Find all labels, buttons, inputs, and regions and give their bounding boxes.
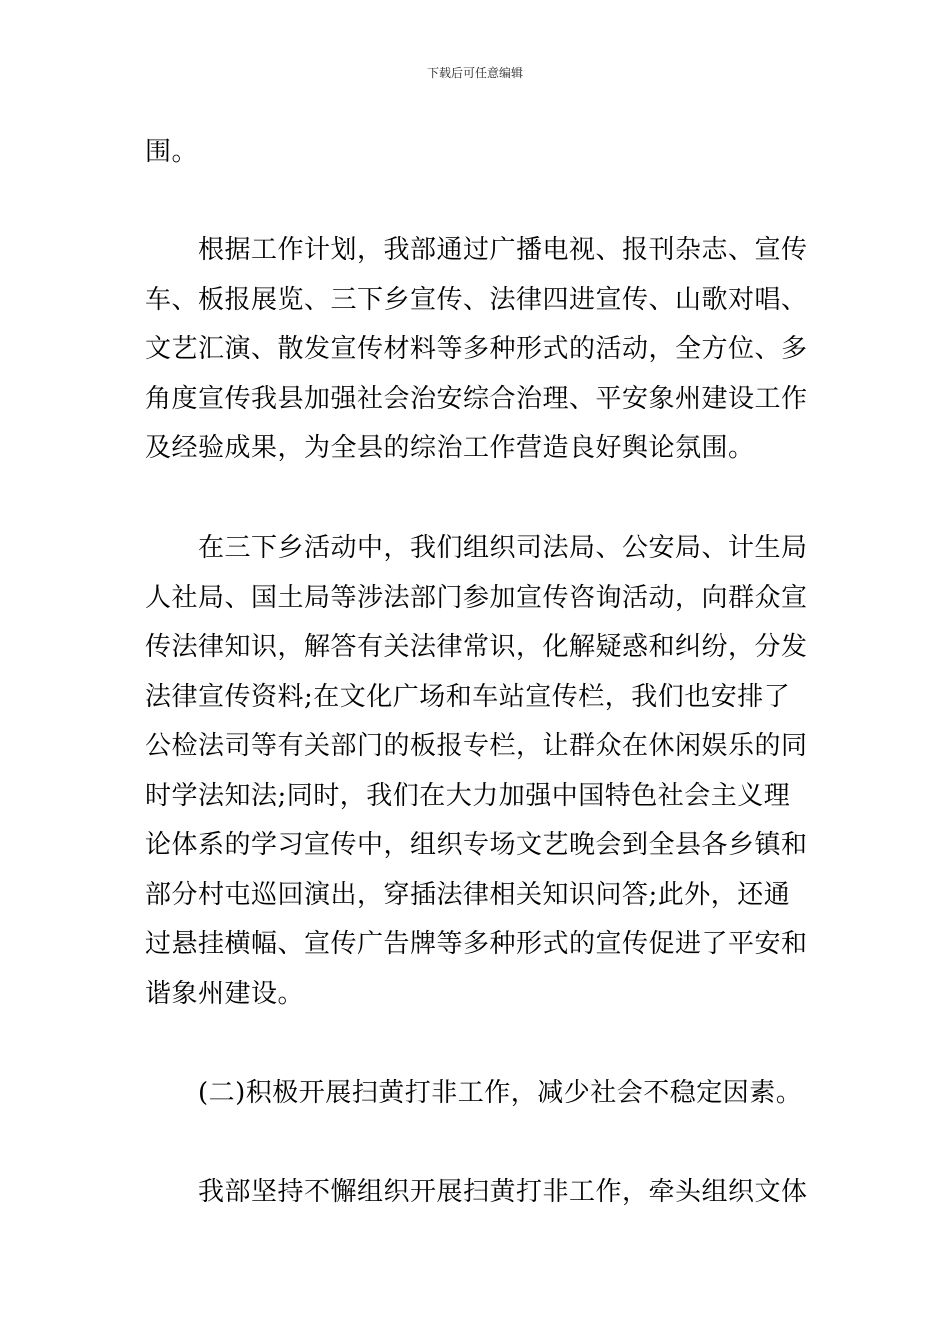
paragraph-anti-pornography-work: 我部坚持不懈组织开展扫黄打非工作，牵头组织文体 [198,1177,808,1207]
section-heading-anti-pornography: (二)积极开展扫黄打非工作，减少社会不稳定因素。 [198,1078,803,1108]
paragraph-continuation: 围。 [145,137,199,167]
page-header-note: 下载后可任意编辑 [426,66,523,80]
paragraph-three-to-countryside: 在三下乡活动中，我们组织司法局、公安局、计生局人社局、国土局等涉法部门参加宣传咨询活动，向群众宣传法律知识，解答有关法律常识，化解疑惑和纠纷，分发法律宣传资料;在文化广场和车站宣传栏，我们也安排了公检法司等有关部门的板报专栏，让群众在休闲娱乐的同时学法知法;同时，我们在大力加强中国特色社会主义理论体系的学习宣传中，组织专场文艺晚会到全县各乡镇和部分村屯巡回演出，穿插法律相关知识问答;此外，还通过悬挂横幅、宣传广告牌等多种形式的宣传促进了平安和谐象州建设。 [145,533,808,1009]
paragraph-publicity-work: 根据工作计划，我部通过广播电视、报刊杂志、宣传车、板报展览、三下乡宣传、法律四进宣传、山歌对唱、文艺汇演、散发宣传材料等多种形式的活动，全方位、多角度宣传我县加强社会治安综合治理、平安象州建设工作及经验成果，为全县的综治工作营造良好舆论氛围。 [145,235,808,463]
